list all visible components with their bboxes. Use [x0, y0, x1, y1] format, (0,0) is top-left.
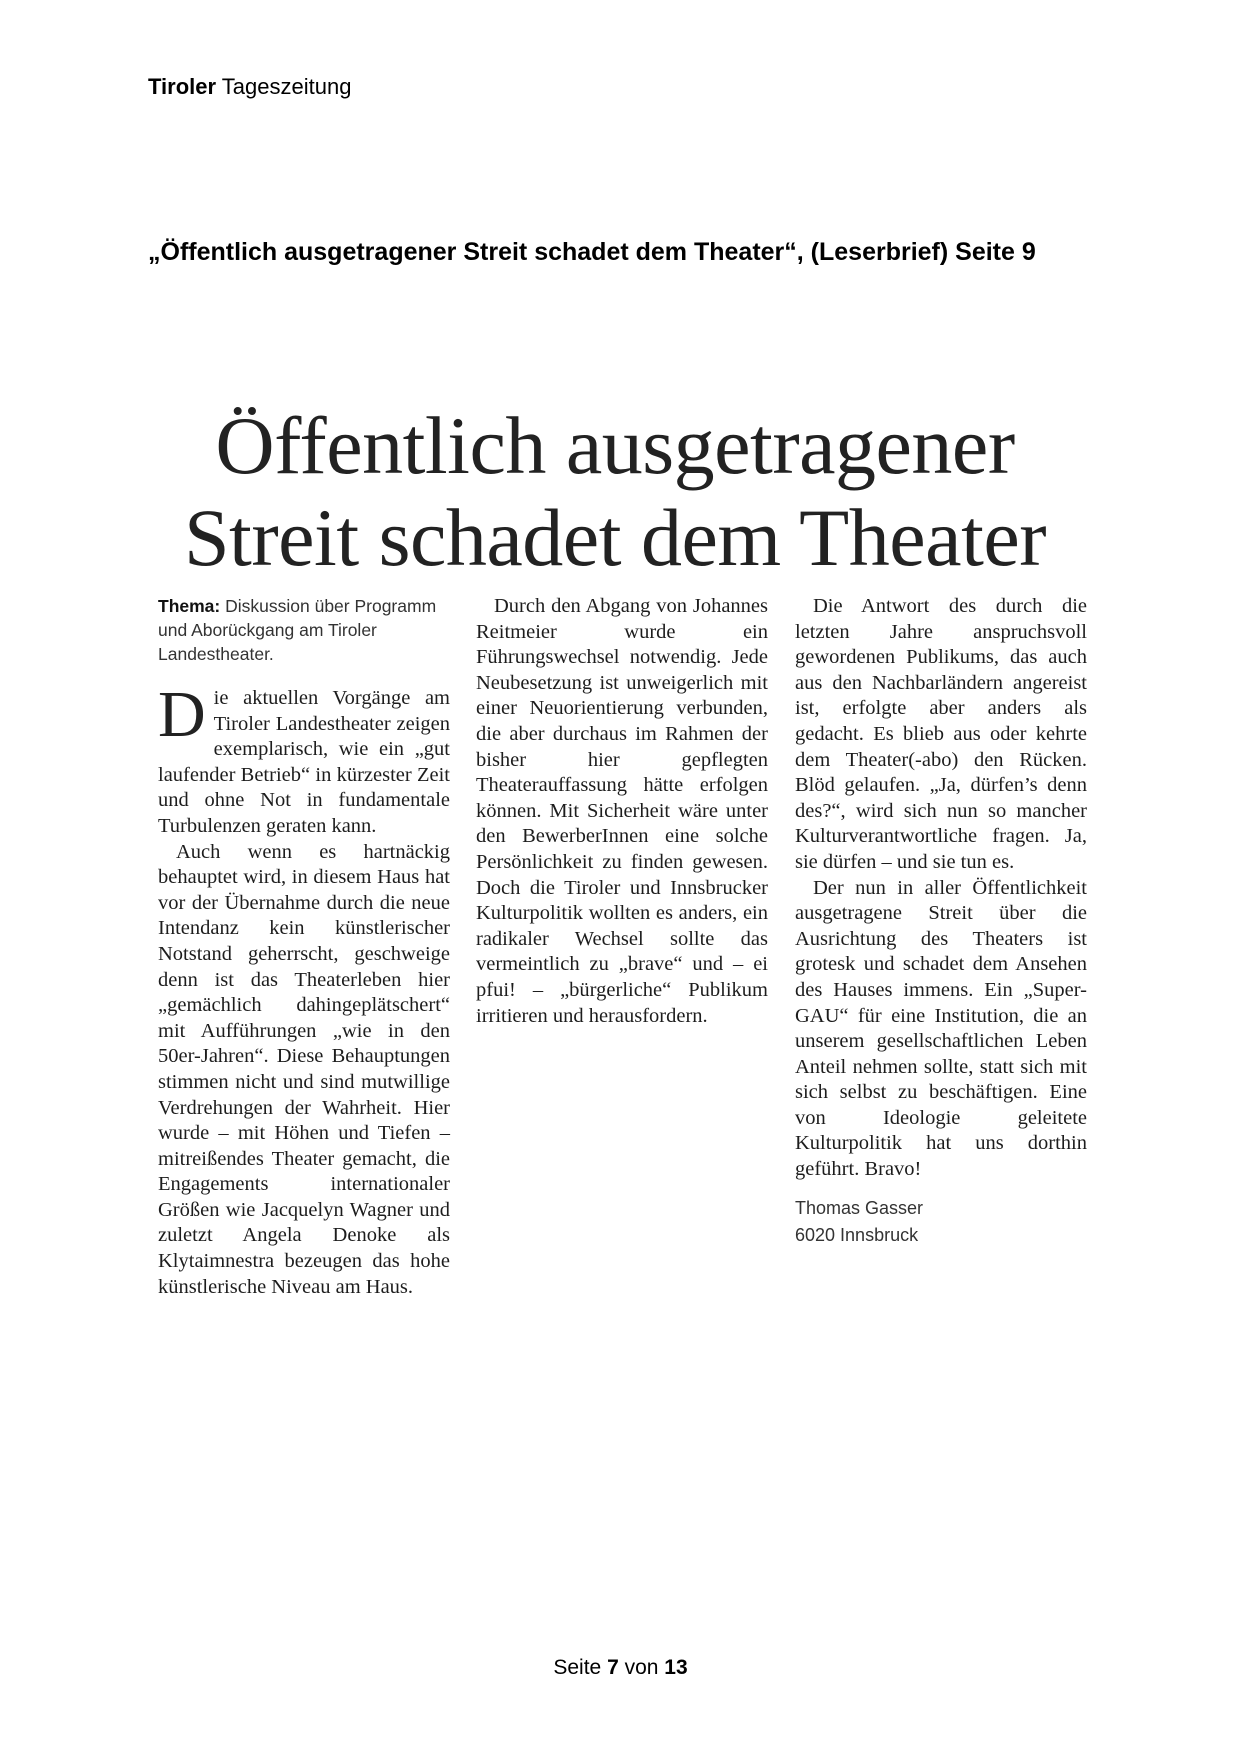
footer-total-pages: 13	[664, 1656, 688, 1679]
footer-middle: von	[624, 1656, 659, 1679]
article-paragraph-3: Durch den Abgang von Johannes Reitmeier wurde ein Führungswechsel notwendig. Jede Neubesetzung ist unweigerlich mit einer Neuorientierung verbunden, die aber durchaus im Rahmen der bisher hier gepflegten Theaterauffassung hätte erfolgen können. Mit Sicherheit wäre unter den BewerberInnen eine solche Persönlichkeit zu finden gewesen. Doch die Tiroler und Innsbrucker Kulturpolitik wollten es anders, ein radikaler Wechsel sollte das vermeintlich zu „brave“ und – ei pfui! – „bürgerliche“ Publikum irritieren und herausfordern.	[476, 595, 768, 1027]
article-column-3	[795, 594, 1087, 1249]
page-footer	[0, 1656, 1241, 1680]
headline-line-2: Streit schadet dem Theater	[183, 492, 1047, 583]
newspaper-brand	[148, 74, 351, 100]
brand-rest: Tageszeitung	[221, 74, 352, 99]
article-paragraph-5: Der nun in aller Öffentlichkeit ausgetragene Streit über die Ausrichtung des Theaters ist grotesk und schadet dem Ansehen des Hauses immens. Ein „Super-GAU“ für eine Institution, die an unserem gesellschaftlichen Leben Anteil nehmen sollte, statt sich mit sich selbst zu beschäftigen. Eine von Ideologie geleitete Kulturpolitik hat uns dorthin geführt. Bravo!	[795, 876, 1087, 1181]
author-signature	[795, 1195, 1087, 1249]
footer-current-page: 7	[607, 1656, 619, 1679]
article-paragraph-2: Auch wenn es hartnäckig behauptet wird, in diesem Haus hat vor der Übernahme durch die neue Intendanz kein künstlerischer Notstand geherrscht, geschweige denn ist das Theaterleben hier „gemächlich dahingeplätschert“ mit Aufführungen „wie in den 50er-Jahren“. Diese Behauptungen stimmen nicht und sind mutwillige Verdrehungen der Wahrheit. Hier wurde – mit Höhen und Tiefen – mitreißendes Theater gemacht, die Engagements internationaler Größen wie Jacquelyn Wagner und zuletzt Angela Denoke als Klytaimnestra bezeugen das hohe künstlerische Niveau am Haus.	[158, 840, 450, 1298]
footer-prefix: Seite	[553, 1656, 602, 1679]
topic-label: Thema:	[158, 596, 221, 616]
topic-text: Diskussion über Programm und Aborückgang am Tiroler Landestheater.	[158, 596, 437, 664]
paragraph-1-text: ie aktuellen Vorgänge am Tiroler Landestheater zeigen exemplarisch, wie ein „gut laufender Betrieb“ in kürzester Zeit und ohne Not in fundamentale Turbulenzen geraten kann.	[158, 687, 450, 837]
headline-line-1: Öffentlich ausgetragener	[215, 400, 1015, 491]
article-headline	[150, 400, 1080, 584]
topic-box	[158, 594, 450, 666]
brand-bold: Tiroler	[148, 74, 217, 99]
article-column-1	[158, 594, 450, 1300]
document-title: „Öffentlich ausgetragener Streit schadet dem Theater“, (Leserbrief) Seite 9	[148, 238, 1036, 266]
drop-cap: D	[158, 678, 206, 751]
article-paragraph-1	[158, 678, 450, 840]
article-column-2	[476, 594, 768, 1029]
author-city: 6020 Innsbruck	[795, 1224, 919, 1245]
article-paragraph-4: Die Antwort des durch die letzten Jahre anspruchsvoll gewordenen Publikums, das auch aus den Nachbarländern angereist ist, erfolgte aber anders als gedacht. Es blieb aus oder kehrte dem Theater(-abo) den Rücken. Blöd gelaufen. „Ja, dürfen’s denn des?“, wird sich nun so mancher Kulturverantwortliche fragen. Ja, sie dürfen – und sie tun es.	[795, 595, 1087, 873]
author-name: Thomas Gasser	[795, 1197, 924, 1218]
